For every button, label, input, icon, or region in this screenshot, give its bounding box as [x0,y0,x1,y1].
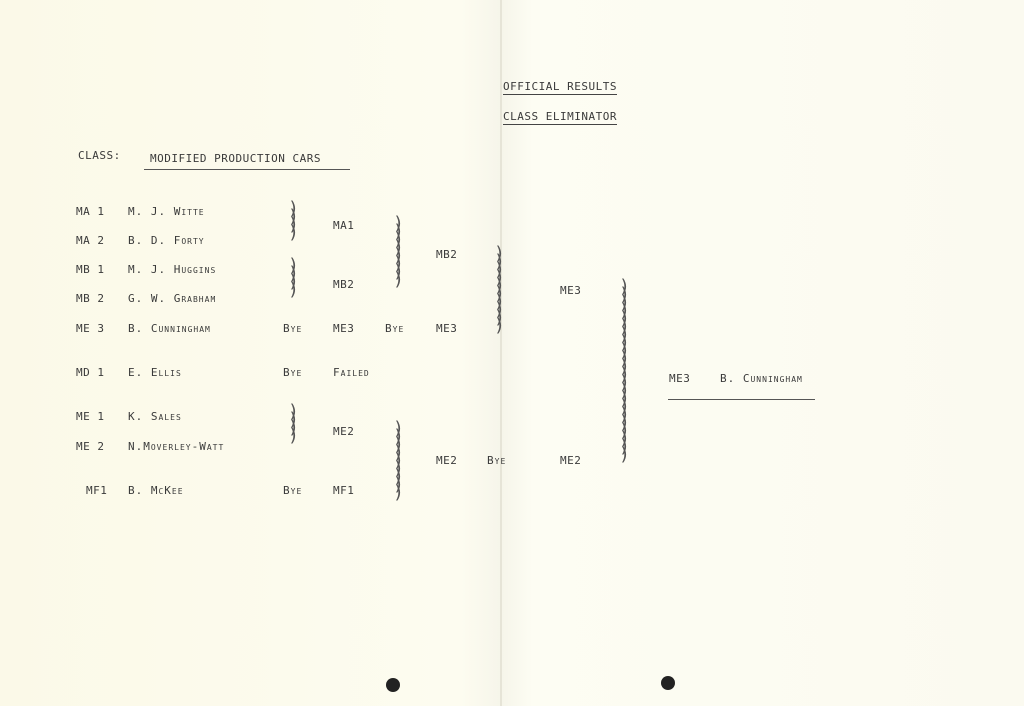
final-winner-name: B. Cunningham [720,372,803,385]
entry-code: ME 3 [76,322,105,335]
entry-name: M. J. Witte [128,205,205,218]
entry-name: G. W. Grabham [128,292,217,305]
entry-code: ME 1 [76,410,105,423]
round2-bye: Bye [487,454,507,467]
bracket-brace: ) ) ) ) ) ) ) ) ) ) ) ) ) ) ) ) ) ) ) ) ) ) [619,276,630,465]
round1-bye: Bye [283,322,303,335]
entry-code: MF1 [86,484,108,497]
entry-name: N.Moverley-Watt [128,440,225,453]
entry-name: B. D. Forty [128,234,205,247]
punch-hole [661,676,675,690]
round2-result: ME2 [436,454,458,467]
bracket-brace: ) ) ) ) [288,255,299,300]
final-underline [668,399,815,400]
entry-name: E. Ellis [128,366,182,379]
round1-bye: Bye [283,366,303,379]
round2-bye: Bye [385,322,405,335]
round1-result: MA1 [333,219,355,232]
bracket-brace: ) ) ) ) ) ) ) ) ) [393,418,404,503]
round3-result: ME2 [560,454,582,467]
entry-name: B. McKee [128,484,184,497]
round3-result: ME3 [560,284,582,297]
entry-code: ME 2 [76,440,105,453]
entry-name: K. Sales [128,410,182,423]
document-subtitle: CLASS ELIMINATOR [503,110,617,123]
bracket-brace: ) ) ) ) ) ) ) ) ) ) [494,243,505,336]
document-title: OFFICIAL RESULTS [503,80,617,93]
entry-code: MB 2 [76,292,105,305]
round1-result: ME2 [333,425,355,438]
round1-result: MB2 [333,278,355,291]
class-label: CLASS: [78,149,121,162]
entry-code: MA 1 [76,205,105,218]
class-underline [144,169,350,170]
page-fold [500,0,502,706]
bracket-brace: ) ) ) ) [288,198,299,243]
round2-result: MB2 [436,248,458,261]
round2-result: ME3 [436,322,458,335]
bracket-brace: ) ) ) ) ) ) ) ) [393,213,404,290]
round1-result: ME3 [333,322,355,335]
entry-name: M. J. Huggins [128,263,217,276]
round1-bye: Bye [283,484,303,497]
round1-result: MF1 [333,484,355,497]
round1-result: Failed [333,366,370,379]
bracket-brace: ) ) ) ) [288,401,299,446]
class-value: MODIFIED PRODUCTION CARS [150,152,321,165]
entry-name: B. Cunningham [128,322,211,335]
entry-code: MD 1 [76,366,105,379]
entry-code: MB 1 [76,263,105,276]
punch-hole [386,678,400,692]
entry-code: MA 2 [76,234,105,247]
final-winner-code: ME3 [669,372,691,385]
